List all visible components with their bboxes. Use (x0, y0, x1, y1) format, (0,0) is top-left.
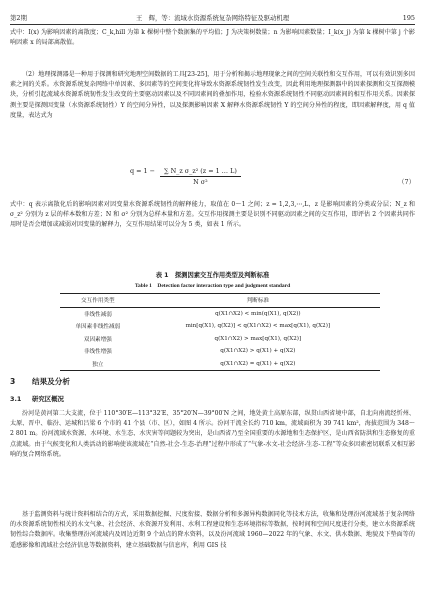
table-cell-type: 单因素非线性减弱 (75, 324, 121, 331)
paragraph-data-sources: 基于监测资料与统计资料相结合的方式，采用数据挖掘、尺度衔接、数据分析和多源异构数据同化等技术方法，收集和处理汾河流域基于复杂网络的水资源系统韧性相关的水文气象、社会经济、水资源开发利用、水利工程建设和生态环境指标等数据，按时间和空间尺度进行分类，建立水资源系统韧性综合数据库。收集整理汾河流域内及周边近期 9 个站点的降水资料，以及汾河流域 1960—2022 年的气象、水文、供水数据、地貌及下垫面等的遥感影像和流域社会经济信息等数据资料，建立基础数据与信息库，利用 GIS 技 (10, 511, 415, 549)
running-header (10, 8, 415, 25)
page-number: 195 (402, 14, 415, 22)
paragraph-equation-explanation: 式中：q 表示离散化后的影响因素对因变量水资源系统韧性的解释能力，取值在 0～1 之间；z = 1,2,3,⋯,L，z 是影响因素的分类或分层；N_z 和 σ_z² 分别为 z 层的样本数和方差；N 和 σ² 分别为总样本量和方差。交互作用探测主要是识别不同驱动因素之间的交互作用，即评估 2 个因素共同作用时是否会增加或减弱对因变量的解释力，交互作用结果可以分为 5 类，如表 1 所示。 (10, 201, 415, 229)
section-title: 结果及分析 (32, 377, 70, 386)
equation-7 (130, 167, 415, 195)
equation-lhs: q = 1 − (130, 167, 155, 175)
paragraph-study-area: 汾河是黄河第二大支流，位于 110°30′E—113°32′E、35°20′N—39°00′N 之间，地处黄土高原东部，纵贯山西省境中部，自北向南流经忻州、太原、晋中、临汾、运城和吕梁 6 个市的 41 个县（市、区），如图 4 所示。汾河干流全长约 710 km，流域面积为 39 741 km²，海拔范围为 348～2 801 m。汾河流域水资源、水环境、水生态、水灾害等问题较为突出，是山西省乃至全国重要的水源地和生态保护区，是山西省防洪和生态修复的重点流域。由于气候变化和人类活动的影响使该流域在“自然-社会-生态-治理”过程中形成了“气象-水文-社会经济-生态-工程”等众多因素密切联系又相互影响的复合网络系统。 (10, 410, 415, 458)
table-cell-type: 双因素增强 (83, 336, 112, 343)
table-cell-criterion: q(X1∩X2) < min(q(X1), q(X2)) (215, 310, 301, 317)
equation-number: （7） (398, 178, 415, 186)
table-cell-type: 非线性减弱 (83, 311, 112, 318)
subsection-title: 研究区概况 (32, 395, 64, 403)
table-caption-en: Table 1 Detection factor interaction type and judgment standard (134, 283, 291, 289)
subsection-heading (10, 394, 64, 403)
section-number: 3 (10, 377, 16, 386)
section-heading (10, 376, 70, 387)
table-row (60, 307, 380, 320)
table-row (60, 345, 380, 358)
table-row (60, 333, 380, 346)
equation-numerator: ∑ N_z σ_z² (z = 1 … L) (160, 167, 241, 177)
table-cell-type: 独立 (92, 361, 104, 368)
equation-fraction (160, 167, 241, 186)
paragraph-equation-note: 式中：I(x) 为影响因素的离散度；C_k,hill 为第 k 棵树中整个数据集的平均值；J 为决策树数量；n 为影响因素数量；I_k(x_j) 为第 k 棵树中第 j 个影响因素 x 的局部离散值。 (10, 29, 415, 47)
issue-label: 第2期 (10, 14, 27, 22)
table-caption-zh: 表 1 探测因素交互作用类型及判断标准 (155, 272, 270, 279)
running-title: 王 辉，等：流域水资源系统复杂网络特征及驱动机理 (135, 14, 290, 22)
table-cell-criterion: q(X1∩X2) > q(X1) + q(X2) (220, 348, 296, 355)
table-cell-criterion: q(X1∩X2) > max[q(X1), q(X2)] (214, 335, 302, 342)
table-header-row (60, 294, 380, 308)
table-header-criterion: 判断标准 (246, 298, 270, 305)
table-cell-criterion: min[q(X1), q(X2)] < q(X1∩X2) < max[q(X1), q(X2)] (185, 323, 331, 330)
table-row (60, 320, 380, 333)
paragraph-geodetector: （2）地理探测器是一种用于探测和研究地理空间数据的工具[23-25]，用于分析和揭示地理现象之间的空间关联性和交互作用，可以有效识别多因素之间的关系。水资源系统复杂网络中单因素、多因素等的空间变化将导致水资源系统韧性发生改变，因此利用地理探测器中的因素探测和交互探测模块，分析引起流域水资源系统韧性发生改变的主要驱动因素以及不同因素间的叠加作用，检验水资源系统韧性不同驱动因素间的相互作用关系。因素探测主要是探测因变量（水资源系统韧性）Y 的空间分异性，以及探测影响因素 X 解释水资源系统韧性 Y 的空间分异性的程度，即因素解释度，用 q 值度量，表达式为 (10, 71, 415, 119)
table-cell-criterion: q(X1∩X2) = q(X1) + q(X2) (220, 360, 296, 367)
table-row (60, 358, 380, 371)
subsection-number: 3.1 (10, 395, 22, 403)
interaction-table (60, 293, 380, 371)
equation-denominator: N σ² (193, 178, 208, 186)
table-header-type: 交互作用类型 (81, 298, 115, 305)
table-cell-type: 非线性增强 (83, 349, 112, 356)
